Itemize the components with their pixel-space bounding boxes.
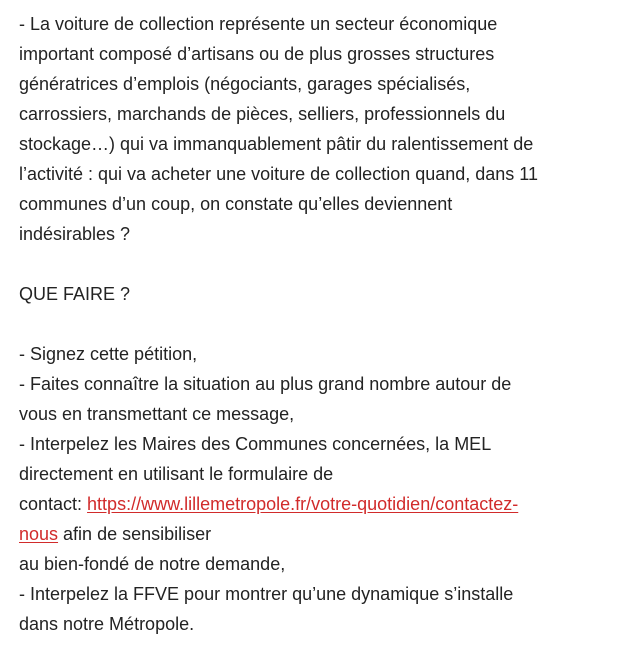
action-mayors-line: au bien-fondé de notre demande, [19,554,286,574]
text-line: carrossiers, marchands de pièces, selliers, professionnels du [19,104,506,124]
action-share-line: vous en transmettant ce message, [19,404,295,424]
text-line: communes d’un coup, on constate qu’elles deviennent [19,194,453,214]
text-line: - La voiture de collection représente un secteur économique [19,14,498,34]
paragraph-economic-impact [19,9,604,249]
text-line: l’activité : qui va acheter une voiture de collection quand, dans 11 [19,164,538,184]
text-line: important composé d’artisans ou de plus grosses structures [19,44,495,64]
spacer [19,249,604,279]
action-mayors-line: directement en utilisant le formulaire de [19,464,334,484]
text-line: génératrices d’emplois (négociants, garages spécialisés, [19,74,471,94]
contact-line [19,489,604,519]
contact-form-link-continued[interactable]: nous [19,524,59,544]
action-share-line: - Faites connaître la situation au plus grand nombre autour de [19,374,512,394]
action-mayors-line: - Interpelez les Maires des Communes concernées, la MEL [19,434,492,454]
contact-suffix: afin de sensibiliser [58,524,212,544]
contact-form-link[interactable]: https://www.lillemetropole.fr/votre-quotidien/contactez- [87,494,519,514]
spacer [19,309,604,339]
contact-line-continued [19,519,604,549]
petition-text [19,9,604,639]
contact-prefix: contact: [19,494,88,514]
text-line: indésirables ? [19,224,131,244]
action-ffve-line: - Interpelez la FFVE pour montrer qu’une dynamique s’installe [19,584,514,604]
text-line: stockage…) qui va immanquablement pâtir du ralentissement de [19,134,534,154]
action-list [19,339,604,639]
action-ffve-line: dans notre Métropole. [19,614,195,634]
action-sign-petition: - Signez cette pétition, [19,344,198,364]
section-heading: QUE FAIRE ? [19,284,131,304]
